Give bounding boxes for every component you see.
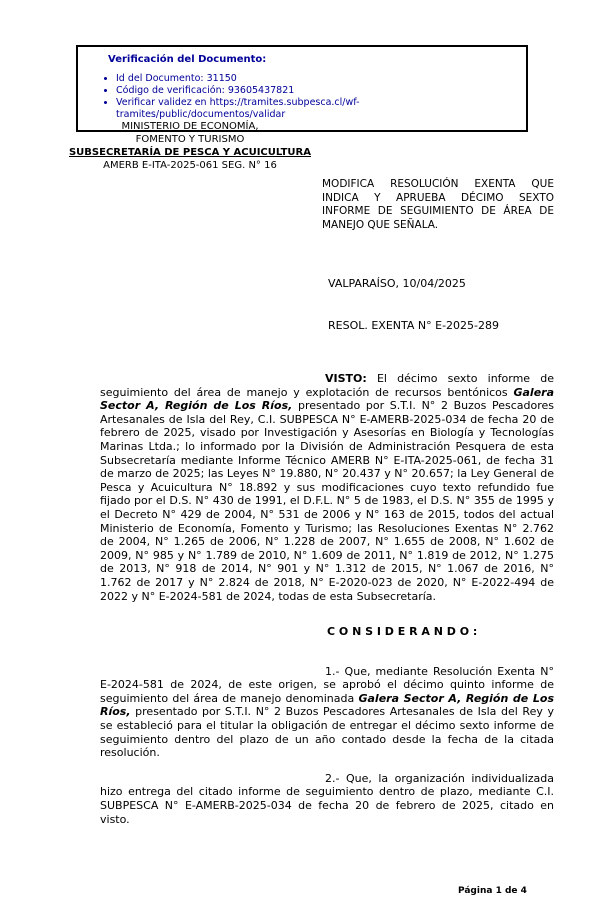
visto-paragraph [100,372,554,603]
verification-box [76,45,528,132]
visto-text-2: presentado por S.T.I. N° 2 Buzos Pescadores Artesanales de Isla del Rey, C.I. SUBPESCA N° E-AMERB-2025-034 de fecha 20 de febrero de 2025, visado por Investigación y Asesorías en Biología y Tecnologías Marinas Ltda.; lo informado por la División de Administración Pesquera de esta Subsecretaría mediante Informe Técnico AMERB N° E-ITA-2025-061, de fecha 31 de marzo de 2025; las Leyes N° 19.880, N° 20.437 y N° 20.657; la Ley General de Pesca y Acuicultura N° 18.892 y sus modificaciones cuyo texto refundido fue fijado por el D.S. N° 430 de 1991, el D.F.L. N° 5 de 1983, el D.S. N° 355 de 1995 y el Decreto N° 429 de 2004, N° 531 de 2006 y N° 163 de 2015, todos del actual Ministerio de Economía, Fomento y Turismo; las Resoluciones Exentas N° 2.762 de 2004, N° 1.265 de 2006, N° 1.228 de 2007, N° 1.655 de 2008, N° 1.602 de 2009, N° 985 y N° 1.789 de 2010, N° 1.609 de 2011, N° 1.819 de 2012, N° 1.275 de 2013, N° 918 de 2014, N° 901 y N° 1.312 de 2015, N° 1.067 de 2016, N° 1.762 de 2017 y N° 2.824 de 2018, N° E-2020-023 de 2020, N° E-2022-494 de 2022 y N° E-2024-581 de 2024, todas de esta Subsecretaría. [100,399,555,603]
subsecretaria-line: SUBSECRETARÍA DE PESCA Y ACUICULTURA [68,147,311,158]
visto-label: VISTO: [325,372,367,385]
considerando-1-text-1: 1.- Que, mediante Resolución Exenta N° E-2024-581 de 2024, de este origen, se aprobó el décimo quinto informe de seguimiento del área de manejo denominada [100,664,554,705]
considerando-1-text-2: presentado por S.T.I. N° 2 Buzos Pescadores Artesanales de Isla del Rey y se estableció para el titular la obligación de entregar el décimo sexto informe de seguimiento dentro del plazo de un año contado desde la fecha de la citada resolución. [100,705,554,760]
letterhead [45,120,335,172]
verification-title: Verificación del Documento: [108,54,267,65]
verification-item-url: • Verificar validez en https://tramites.subpesca.cl/wf-tramites/public/documentos/validar [116,97,518,121]
considerando-paragraph-2: 2.- Que, la organización individualizada hizo entrega del citado informe de seguimiento dentro de plazo, mediante C.I. SUBPESCA N° E-AMERB-2025-034 de fecha 20 de febrero de 2025, citado en visto. [100,771,554,826]
resolution-number: RESOL. EXENTA N° E-2025-289 [328,319,500,332]
visto-text-1: El décimo sexto informe de seguimiento del área de manejo y explotación de recursos bentónicos [100,372,554,399]
considerando-paragraph-1 [100,665,554,760]
resolution-subject: MODIFICA RESOLUCIÓN EXENTA QUE INDICA Y APRUEBA DÉCIMO SEXTO INFORME DE SEGUIMIENTO DE ÁREA DE MANEJO QUE SEÑALA. [322,178,554,231]
place-and-date: VALPARAÍSO, 10/04/2025 [328,277,466,290]
page-number: Página 1 de 4 [458,886,527,896]
ministry-line-1: MINISTERIO DE ECONOMÍA, [121,121,259,132]
considerando-1-area-name: Galera Sector A, Región de Los Ríos, [100,691,554,719]
verification-item-document-id: • Id del Documento: 31150 [116,73,518,85]
document-body [100,372,554,838]
considerando-heading: C O N S I D E R A N D O : [327,625,478,639]
amerb-reference-line: AMERB E-ITA-2025-061 SEG. N° 16 [103,160,277,171]
visto-area-name: Galera Sector A, Región de Los Ríos, [100,385,554,413]
ministry-line-2: FOMENTO Y TURISMO [135,134,245,145]
verification-item-code: • Código de verificación: 93605437821 [116,85,518,97]
verification-list [116,73,518,121]
